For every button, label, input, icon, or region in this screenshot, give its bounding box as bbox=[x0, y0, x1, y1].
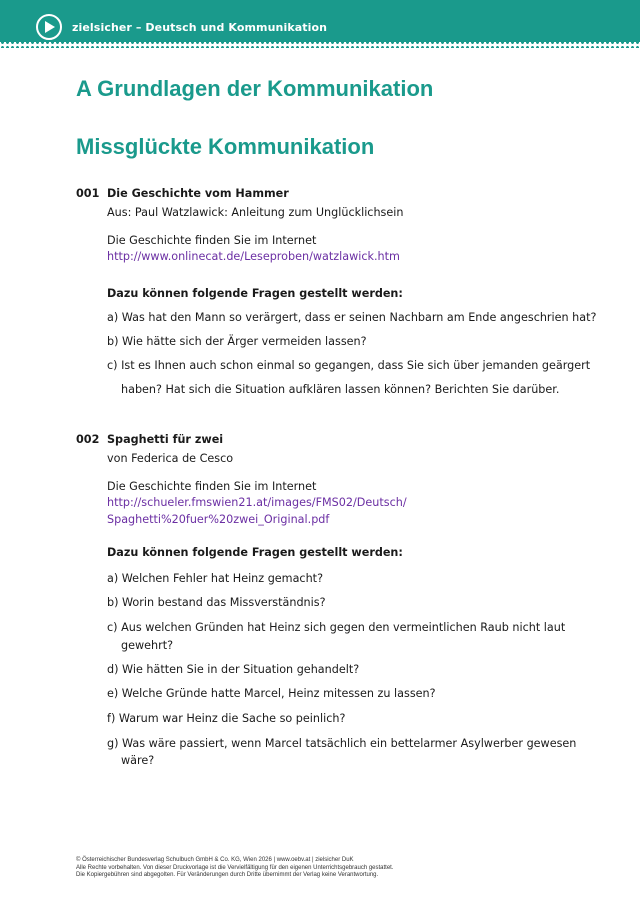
footer-line: © Österreichischer Bundesverlag Schulbuch GmbH & Co. KG, Wien 2026 | www.oebv.at | zielsicher DuK bbox=[76, 857, 354, 863]
question-item-continued: wäre? bbox=[121, 754, 155, 767]
footer-line: Alle Rechte vorbehalten. Von dieser Druckvorlage ist die Vervielfältigung für den eigenen Unterrichtsgebrauch gestattet. bbox=[76, 864, 394, 871]
copyright-footer bbox=[76, 857, 394, 880]
section-title: Die Geschichte vom Hammer bbox=[107, 187, 289, 200]
question-item: b) Worin bestand das Missverständnis? bbox=[107, 596, 326, 609]
section-title: Spaghetti für zwei bbox=[107, 433, 224, 446]
questions-heading: Dazu können folgende Fragen gestellt werden: bbox=[107, 546, 403, 559]
footer-line: Die Kopiergebühren sind abgegolten. Für Veränderungen durch Dritte übernimmt der Verlag keine Verantwortung. bbox=[76, 872, 379, 878]
internet-label: Die Geschichte finden Sie im Internet bbox=[107, 234, 317, 247]
internet-label: Die Geschichte finden Sie im Internet bbox=[107, 480, 317, 493]
section-source: von Federica de Cesco bbox=[107, 452, 234, 465]
question-item: c) Aus welchen Gründen hat Heinz sich gegen den vermeintlichen Raub nicht laut bbox=[107, 621, 566, 634]
story-link[interactable]: http://www.onlinecat.de/Leseproben/watzlawick.htm bbox=[107, 250, 400, 263]
question-item: f) Warum war Heinz die Sache so peinlich? bbox=[107, 712, 346, 725]
section-number: 001 bbox=[76, 187, 100, 200]
question-item: e) Welche Gründe hatte Marcel, Heinz mitessen zu lassen? bbox=[107, 687, 436, 700]
section-source: Aus: Paul Watzlawick: Anleitung zum Unglücklichsein bbox=[107, 206, 404, 219]
question-item-continued: gewehrt? bbox=[121, 639, 174, 652]
story-link[interactable]: http://schueler.fmswien21.at/images/FMS02/Deutsch/ bbox=[107, 496, 407, 509]
page-title: A Grundlagen der Kommunikation bbox=[76, 76, 434, 101]
question-item: a) Welchen Fehler hat Heinz gemacht? bbox=[107, 572, 324, 585]
header-dot-border bbox=[0, 40, 640, 48]
question-item: g) Was wäre passiert, wenn Marcel tatsächlich ein bettelarmer Asylwerber gewesen bbox=[107, 737, 577, 750]
section-number: 002 bbox=[76, 433, 100, 446]
brand-title: zielsicher – Deutsch und Kommunikation bbox=[72, 21, 328, 34]
play-icon bbox=[36, 14, 62, 40]
question-item: b) Wie hätte sich der Ärger vermeiden lassen? bbox=[107, 335, 367, 348]
question-item: c) Ist es Ihnen auch schon einmal so gegangen, dass Sie sich über jemanden geärgert bbox=[107, 359, 591, 372]
question-item-continued: haben? Hat sich die Situation aufklären lassen können? Berichten Sie darüber. bbox=[121, 383, 560, 396]
question-item: a) Was hat den Mann so verärgert, dass er seinen Nachbarn am Ende angeschrien hat? bbox=[107, 311, 597, 324]
story-link-continued[interactable]: Spaghetti%20fuer%20zwei_Original.pdf bbox=[107, 513, 330, 526]
question-item: d) Wie hätten Sie in der Situation gehandelt? bbox=[107, 663, 360, 676]
questions-heading: Dazu können folgende Fragen gestellt werden: bbox=[107, 287, 403, 300]
page-subtitle: Missglückte Kommunikation bbox=[76, 134, 375, 159]
